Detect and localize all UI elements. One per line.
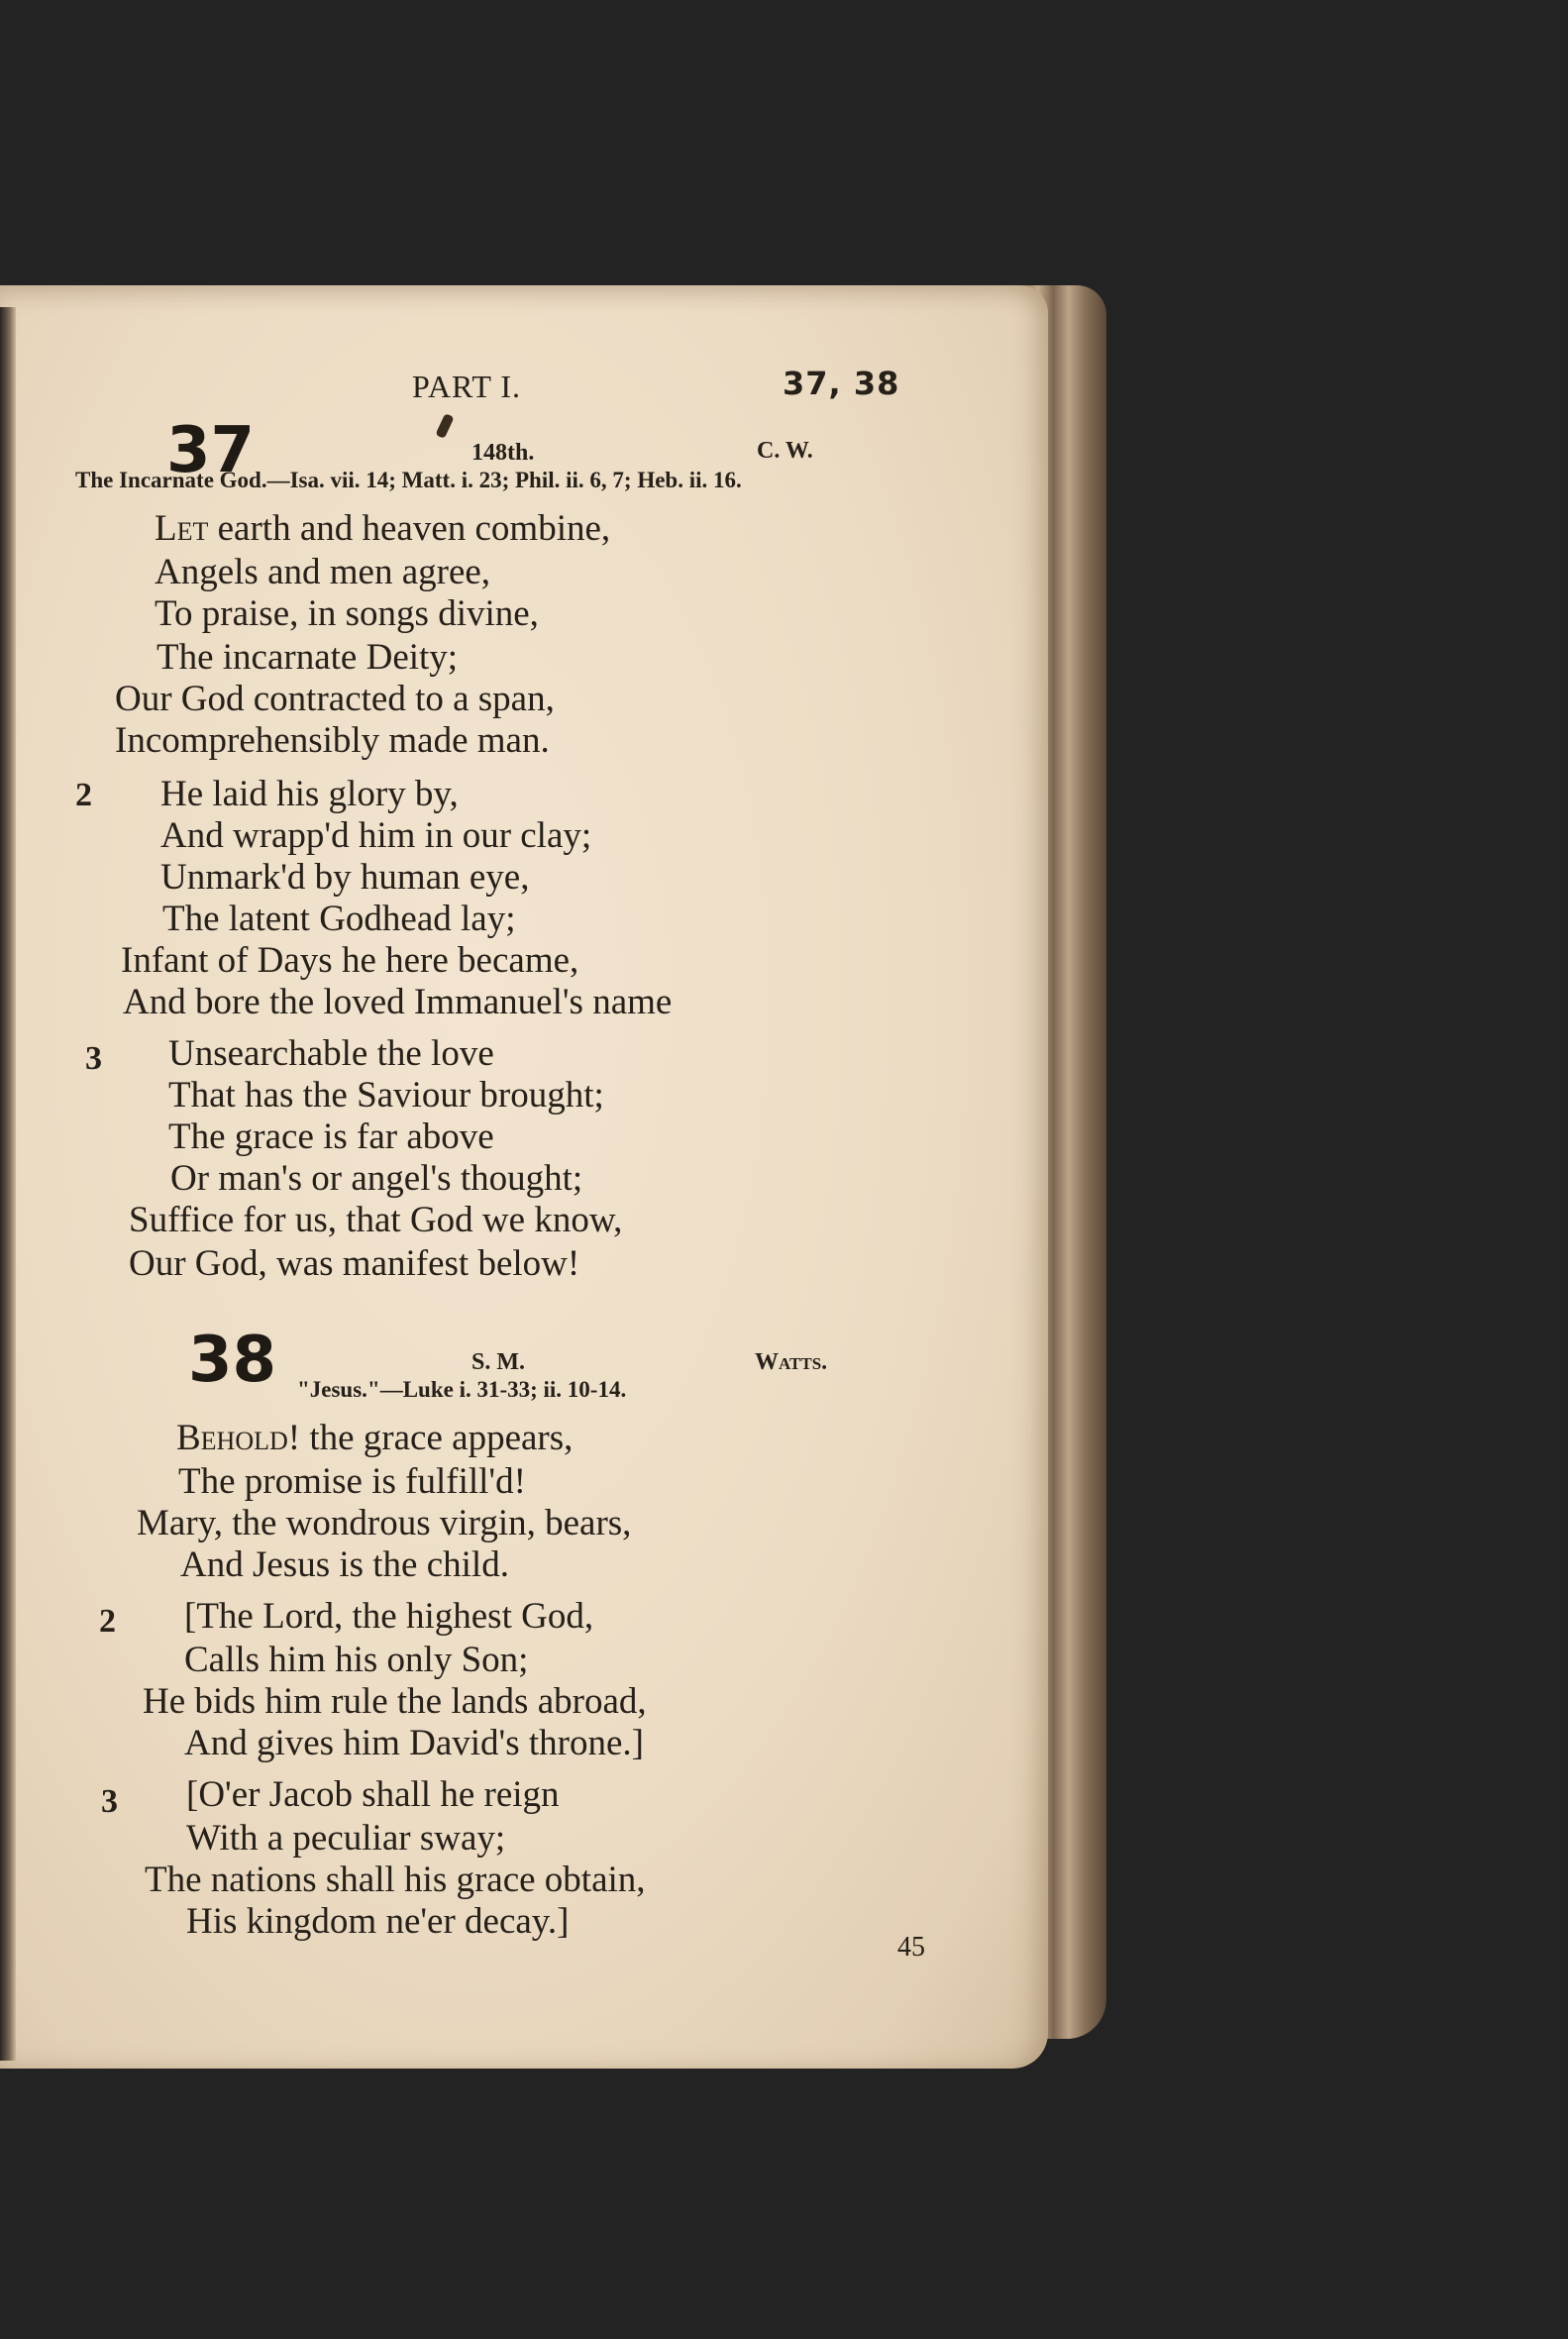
hymn-meter: S. M.: [471, 1349, 525, 1375]
hymn-meter: 148th.: [471, 440, 535, 466]
verse-number: 2: [75, 777, 92, 813]
hymn-line: The latent Godhead lay;: [162, 899, 516, 939]
hymn-number: 37: [166, 414, 256, 487]
hymn-line: Let earth and heaven combine,: [155, 508, 611, 549]
hymn-author: C. W.: [757, 438, 813, 464]
hymn-line: His kingdom ne'er decay.]: [186, 1901, 570, 1942]
verse-number: 3: [101, 1783, 118, 1820]
verse-number: 2: [99, 1603, 116, 1640]
hymn-line: Behold! the grace appears,: [176, 1418, 574, 1458]
hymn-line: Angels and men agree,: [155, 552, 491, 592]
hymn-line: And Jesus is the child.: [180, 1544, 509, 1585]
hymn-line: He laid his glory by,: [160, 774, 459, 814]
hymn-line: Unsearchable the love: [168, 1033, 494, 1074]
hymn-line: With a peculiar sway;: [186, 1818, 506, 1859]
running-header-part: PART I.: [412, 369, 522, 404]
hymn-line: Or man's or angel's thought;: [170, 1158, 583, 1199]
book-gutter: [0, 307, 16, 2061]
running-header-hymn-numbers: 37, 38: [783, 365, 900, 402]
hymn-line: And bore the loved Immanuel's name: [123, 982, 673, 1022]
hymn-line: Infant of Days he here became,: [121, 940, 579, 981]
hymn-subject: The Incarnate God.—Isa. vii. 14; Matt. i. 23; Phil. ii. 6, 7; Heb. ii. 16.: [75, 468, 742, 492]
hymn-line: Our God, was manifest below!: [129, 1243, 580, 1284]
hymn-line: Calls him his only Son;: [184, 1640, 529, 1680]
hymn-line: The grace is far above: [168, 1116, 494, 1157]
hymn-line: That has the Saviour brought;: [168, 1075, 604, 1116]
hymn-line: Mary, the wondrous virgin, bears,: [137, 1503, 632, 1543]
hymn-line: Suffice for us, that God we know,: [129, 1200, 623, 1240]
hymn-line: And gives him David's throne.]: [184, 1723, 644, 1763]
hymn-line: And wrapp'd him in our clay;: [160, 815, 592, 856]
hymn-author: Watts.: [755, 1349, 828, 1375]
verse-number: 3: [85, 1040, 102, 1077]
hymn-line: The promise is fulfill'd!: [178, 1461, 526, 1502]
hymn-line: Our God contracted to a span,: [115, 679, 555, 719]
hymn-line: [O'er Jacob shall he reign: [186, 1774, 560, 1815]
hymn-line: Incomprehensibly made man.: [115, 720, 550, 761]
hymn-line: To praise, in songs divine,: [155, 593, 539, 634]
hymn-line: The nations shall his grace obtain,: [145, 1860, 646, 1900]
hymn-line: Unmark'd by human eye,: [160, 857, 530, 898]
hymn-line: The incarnate Deity;: [157, 637, 459, 678]
hymn-number: 38: [188, 1324, 277, 1397]
hymn-subject: "Jesus."—Luke i. 31-33; ii. 10-14.: [297, 1377, 627, 1402]
page-number: 45: [897, 1932, 925, 1963]
hymn-line: [The Lord, the highest God,: [184, 1596, 594, 1637]
hymn-line: He bids him rule the lands abroad,: [143, 1681, 647, 1722]
